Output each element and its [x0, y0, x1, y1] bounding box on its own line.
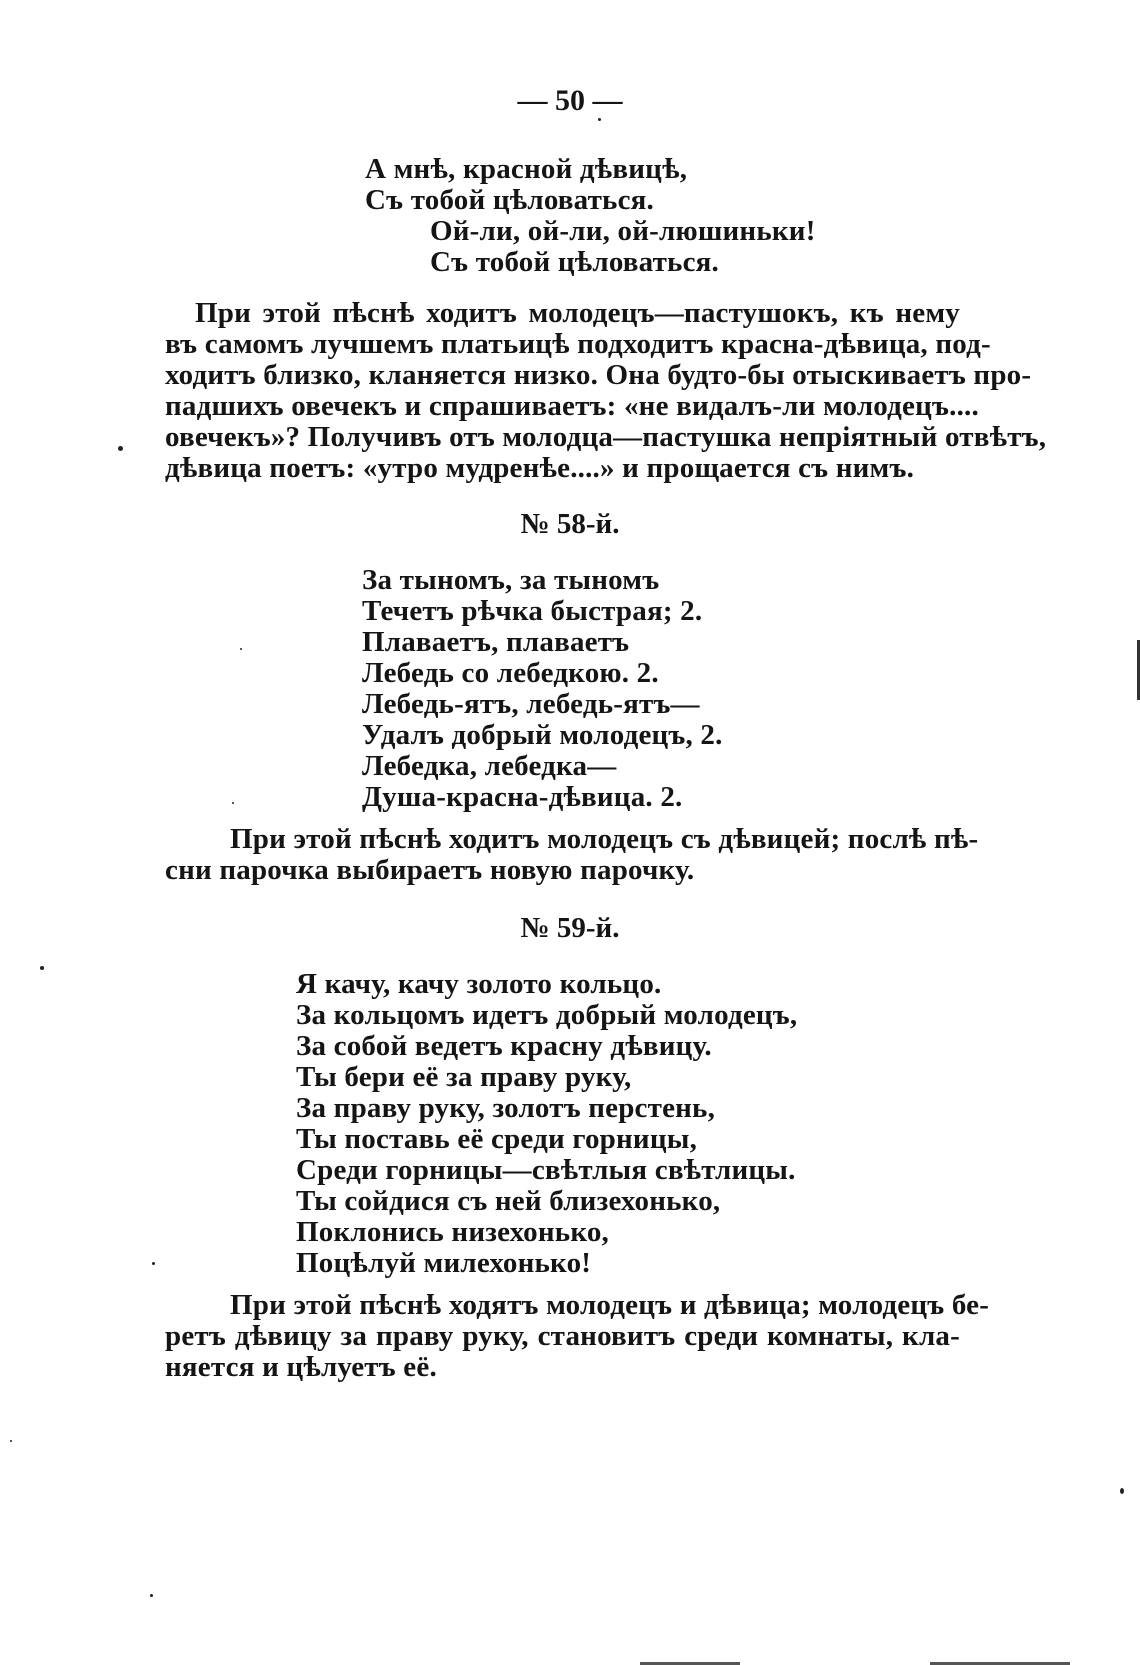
- verse-line: Ты бери её за праву руку,: [296, 1061, 632, 1093]
- verse-line: Среди горницы—свѣтлыя свѣтлицы.: [296, 1154, 796, 1186]
- verse-line: Поклонись низехонько,: [296, 1216, 609, 1248]
- scan-speck: [150, 1594, 153, 1597]
- verse-line: За праву руку, золотъ перстень,: [296, 1092, 716, 1124]
- scan-speck: [232, 802, 234, 804]
- verse-line: Удалъ добрый молодецъ, 2.: [362, 719, 723, 751]
- paragraph-line: При этой пѣснѣ ходитъ молодецъ съ дѣвицей; послѣ пѣ-: [230, 823, 979, 855]
- paragraph-line: падшихъ овечекъ и спрашиваетъ: «не видалъ-ли молодецъ....: [165, 390, 979, 422]
- verse-line: Ты сойдися съ ней близехонько,: [296, 1185, 721, 1217]
- paragraph-line: ходитъ близко, кланяется низко. Она будто-бы отыскиваетъ про-: [165, 359, 1032, 391]
- scan-speck: [1120, 1488, 1124, 1494]
- song-heading-58: № 58-й.: [520, 508, 620, 540]
- song-heading-59: № 59-й.: [520, 912, 620, 944]
- verse-line: Съ тобой цѣловаться.: [365, 184, 655, 216]
- paragraph-line: При этой пѣснѣ ходятъ молодецъ и дѣвица; молодецъ бе-: [230, 1289, 990, 1321]
- scan-speck: [10, 1440, 12, 1442]
- verse-line: Съ тобой цѣловаться.: [430, 246, 720, 278]
- verse-line: Ой-ли, ой-ли, ой-люшиньки!: [430, 215, 816, 247]
- paragraph-line: При этой пѣснѣ ходитъ молодецъ—пастушокъ, къ нему: [195, 297, 960, 329]
- scan-speck: [40, 966, 44, 970]
- page-number: — 50 —: [517, 84, 623, 117]
- verse-line: Течетъ рѣчка быстрая; 2.: [362, 595, 703, 627]
- verse-line: За кольцомъ идетъ добрый молодецъ,: [296, 999, 798, 1031]
- verse-line: Я качу, качу золото кольцо.: [296, 968, 662, 1000]
- paragraph-line: ретъ дѣвицу за праву руку, становитъ среди комнаты, кла-: [165, 1320, 960, 1352]
- scan-speck: [598, 118, 601, 121]
- paragraph-line: няется и цѣлуетъ её.: [165, 1351, 437, 1383]
- verse-line: Душа-красна-дѣвица. 2.: [362, 781, 683, 813]
- verse-line: Поцѣлуй милехонько!: [296, 1247, 592, 1279]
- paragraph-line: въ самомъ лучшемъ платьицѣ подходитъ красна-дѣвица, под-: [165, 328, 991, 360]
- paragraph-line: дѣвица поетъ: «утро мудренѣе....» и прощается съ нимъ.: [165, 452, 915, 484]
- verse-line: Лебедь со лебедкою. 2.: [362, 657, 659, 689]
- verse-line: Плаваетъ, плаваетъ: [362, 626, 630, 658]
- scan-speck: [118, 446, 123, 451]
- verse-line: За собой ведетъ красну дѣвицу.: [296, 1030, 712, 1062]
- scan-speck: [240, 648, 242, 650]
- verse-line: Лебедь-ятъ, лебедь-ятъ—: [362, 688, 700, 720]
- verse-line: За тыномъ, за тыномъ: [362, 564, 660, 596]
- verse-line: Лебедка, лебедка—: [362, 750, 617, 782]
- paragraph-line: овечекъ»? Получивъ отъ молодца—пастушка непріятный отвѣтъ,: [165, 421, 1047, 453]
- verse-line: А мнѣ, красной дѣвицѣ,: [365, 153, 688, 185]
- verse-line: Ты поставь её среди горницы,: [296, 1123, 698, 1155]
- scan-speck: [152, 1262, 155, 1265]
- paragraph-line: сни парочка выбираетъ новую парочку.: [165, 854, 695, 886]
